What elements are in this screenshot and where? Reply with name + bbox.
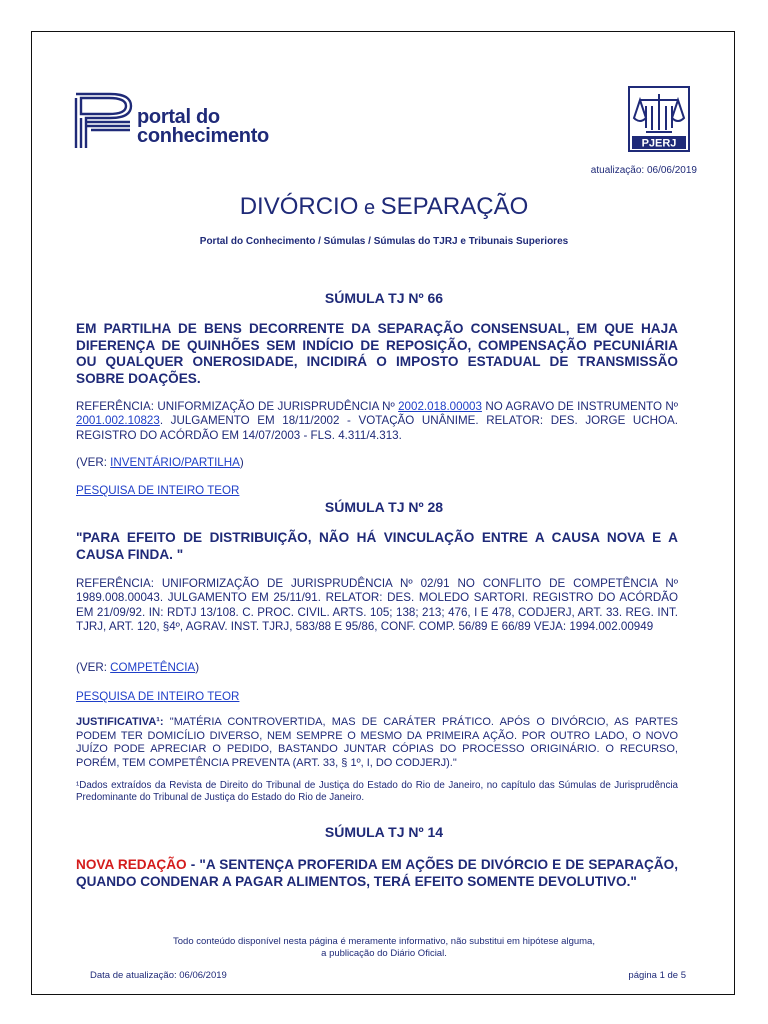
sumula-14-heading: SÚMULA TJ Nº 14 [324,824,444,840]
sumula-28-reference: REFERÊNCIA: UNIFORMIZAÇÃO DE JURISPRUDÊNCIA Nº 02/91 NO CONFLITO DE COMPETÊNCIA Nº 1989.008.00043. JULGAMENTO EM 25/11/91. RELATOR: DES. MOLEDO SARTORI. REGISTRO DO ACÓRDÃO EM 21/09/92. IN: RDTJ 13/108. C. PROC. CIVIL. ARTS. 105; 138; 213; 476, I E 478, CODJERJ, ART. 33. REG. INT. TJRJ, ART. 120, §4º, AGRAV. INST. TJRJ, 583/88 E 95/86, CONF. COMP. 56/89 E 66/89 VEJA: 1994.002.00949 [76,577,678,634]
footer-date: Data de atualização: 06/06/2019 [90,970,227,981]
page-number: página 1 de 5 [628,970,686,981]
update-date: atualização: 06/06/2019 [590,165,697,176]
nova-redacao-label: NOVA REDAÇÃO [76,857,187,872]
sumula-66-heading: SÚMULA TJ Nº 66 [324,290,444,306]
sumula-28-justificativa [76,716,678,770]
breadcrumb: Portal do Conhecimento / Súmulas / Súmulas do TJRJ e Tribunais Superiores [199,236,569,247]
seal-label: PJERJ [641,137,677,150]
ref-link-uniformizacao[interactable]: 2002.018.00003 [398,400,482,413]
justificativa-label: JUSTIFICATIVA¹: [76,716,164,728]
logo-line-1: portal do [137,106,220,128]
ref-link-agravo[interactable]: 2001.002.10823 [76,414,160,428]
pjerj-seal-icon [628,86,690,152]
sumula-66-ver [76,456,678,470]
ver-prefix: (VER: [76,456,111,469]
sumula-28-ver [76,661,678,675]
logo-line-2: conhecimento [137,125,269,147]
ver-link-inventario[interactable]: INVENTÁRIO/PARTILHA [110,456,240,469]
ver-link-competencia[interactable]: COMPETÊNCIA [110,661,196,674]
pesquisa-inteiro-teor-link[interactable]: PESQUISA DE INTEIRO TEOR [76,690,240,703]
sumula-28-text: "PARA EFEITO DE DISTRIBUIÇÃO, NÃO HÁ VINCULAÇÃO ENTRE A CAUSA NOVA E A CAUSA FINDA. " [76,530,678,562]
sumula-66-reference [76,400,678,443]
portal-logo-icon [74,92,134,155]
disclaimer-line-2: a publicação do Diário Oficial. [321,947,447,959]
portal-logo-text [137,108,269,146]
disclaimer [0,936,768,959]
title-part-1: DIVÓRCIO [239,193,359,220]
sumula-14-body: - "A SENTENÇA PROFERIDA EM AÇÕES DE DIVÓRCIO E DE SEPARAÇÃO, QUANDO CONDENAR A PAGAR ALIMENTOS, TERÁ EFEITO SOMENTE DEVOLUTIVO." [76,857,679,889]
disclaimer-line-1: Todo conteúdo disponível nesta página é meramente informativo, não substitui em hipótese alguma, [173,936,595,947]
ver-suffix: ) [195,661,200,674]
sumula-28-pesquisa [76,690,678,704]
page-title [0,193,768,221]
title-part-2: e [358,197,381,219]
justificativa-text: "MATÉRIA CONTROVERTIDA, MAS DE CARÁTER PRÁTICO. APÓS O DIVÓRCIO, AS PARTES PODEM TER DOMICÍLIO DIVERSO, NEM SEMPRE O MESMO DA PRIMEIRA AÇÃO. POR OUTRO LADO, O NOVO JUÍZO PODE APRECIAR O PEDIDO, BASTANDO JUNTAR CÓPIAS DO PROCESSO ORIGINÁRIO. O RECURSO, PORÉM, TEM COMPETÊNCIA PREVENTA (ART. 33, § 1º, I, DO CODJERJ)." [76,716,678,769]
ref-text: . JULGAMENTO EM 18/11/2002 - VOTAÇÃO UNÂNIME. RELATOR: DES. JORGE UCHOA. REGISTRO DO ACÓRDÃO EM 14/07/2003 - FLS. 4.311/4.313. [76,414,678,442]
title-part-3: SEPARAÇÃO [380,193,529,220]
ver-prefix: (VER: [76,661,111,674]
ver-suffix: ) [239,456,244,469]
sumula-14-text [76,857,678,890]
sumula-66-pesquisa [76,484,678,498]
sumula-28-heading: SÚMULA TJ Nº 28 [324,499,444,515]
pesquisa-inteiro-teor-link[interactable]: PESQUISA DE INTEIRO TEOR [76,484,240,497]
sumula-66-text: EM PARTILHA DE BENS DECORRENTE DA SEPARAÇÃO CONSENSUAL, EM QUE HAJA DIFERENÇA DE QUINHÕES SEM INDÍCIO DE REPOSIÇÃO, COMPENSAÇÃO PECUNIÁRIA OU QUALQUER ONEROSIDADE, INCIDIRÁ O IMPOSTO ESTADUAL DE TRANSMISSÃO SOBRE DOAÇÕES. [76,321,678,386]
ref-text: NO AGRAVO DE INSTRUMENTO Nº [481,400,678,413]
footnote: ¹Dados extraídos da Revista de Direito do Tribunal de Justiça do Estado do Rio de Janeiro, no capítulo das Súmulas de Jurisprudência Predominante do Tribunal de Justiça do Estado do Rio de Janeiro. [76,780,678,804]
ref-text: REFERÊNCIA: UNIFORMIZAÇÃO DE JURISPRUDÊNCIA Nº [76,400,399,413]
